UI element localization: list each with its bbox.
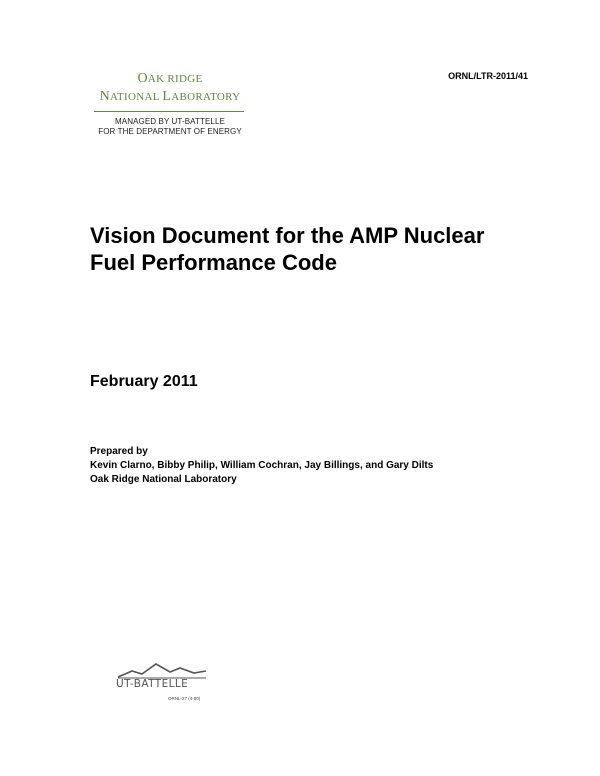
authors: Kevin Clarno, Bibby Philip, William Cochran, Jay Billings, and Gary Dilts	[90, 460, 434, 471]
managed-by-line: MANAGED BY UT-BATTELLE	[115, 117, 225, 126]
form-number: ORNL-27 (4-00)	[168, 696, 201, 701]
institution: Oak Ridge National Laboratory	[90, 474, 237, 485]
mountain-icon	[116, 660, 208, 680]
report-number: ORNL/LTR-2011/41	[448, 71, 528, 81]
publication-date: February 2011	[90, 373, 198, 390]
ut-battelle-wordmark: UT-BATTELLE	[116, 678, 189, 690]
logo-national-laboratory: NATIONAL LABORATORY	[99, 89, 241, 104]
ornl-logo	[90, 70, 250, 137]
logo-oak-ridge: OAK RIDGE	[137, 71, 203, 86]
ut-battelle-logo	[116, 660, 216, 708]
document-title: Vision Document for the AMP Nuclear Fuel Performance Code	[90, 223, 485, 275]
prepared-by-label: Prepared by	[90, 446, 148, 457]
prepared-by-block	[90, 445, 433, 487]
logo-divider	[94, 111, 244, 112]
department-line: FOR THE DEPARTMENT OF ENERGY	[98, 127, 242, 136]
